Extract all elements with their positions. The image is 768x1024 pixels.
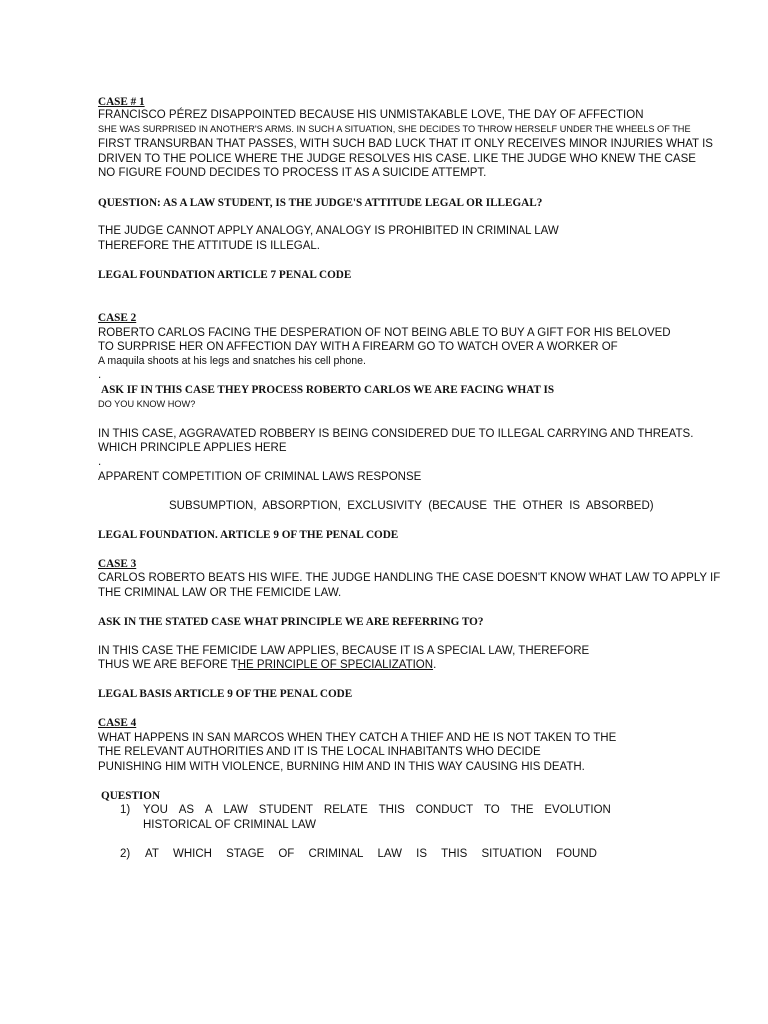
question-word: OF	[278, 848, 295, 860]
question-word: AT	[145, 848, 159, 860]
case3-answer-line: IN THIS CASE THE FEMICIDE LAW APPLIES, BECAUSE IT IS A SPECIAL LAW, THEREFORE	[98, 645, 590, 657]
question-word: IS	[416, 848, 428, 860]
question-word: CONDUCT	[415, 804, 474, 816]
question-2-text	[145, 849, 597, 861]
case4-line: THE RELEVANT AUTHORITIES AND IT IS THE LOCAL INHABITANTS WHO DECIDE	[98, 746, 541, 758]
question-word: LAW	[377, 848, 403, 860]
question-word: CRIMINAL	[308, 848, 364, 860]
question-1-text	[143, 805, 611, 817]
case1-line: SHE WAS SURPRISED IN ANOTHER'S ARMS. IN SUCH A SITUATION, SHE DECIDES TO THROW HERSELF UNDER THE WHEELS OF THE	[98, 124, 691, 134]
case2-response: APPARENT COMPETITION OF CRIMINAL LAWS RESPONSE	[98, 471, 422, 483]
case4-line: WHAT HAPPENS IN SAN MARCOS WHEN THEY CATCH A THIEF AND HE IS NOT TAKEN TO THE	[98, 732, 617, 744]
question-word: FOUND	[556, 848, 597, 860]
case2-foundation: LEGAL FOUNDATION. ARTICLE 9 OF THE PENAL CODE	[98, 529, 399, 541]
question-word: SITUATION	[481, 848, 542, 860]
question-word: LAW	[223, 804, 248, 816]
case2-answer-line: WHICH PRINCIPLE APPLIES HERE	[98, 442, 287, 454]
case1-question: QUESTION: AS A LAW STUDENT, IS THE JUDGE'S ATTITUDE LEGAL OR ILLEGAL?	[98, 197, 543, 209]
case3-answer-line	[98, 660, 436, 672]
case3-foundation: LEGAL BASIS ARTICLE 9 OF THE PENAL CODE	[98, 688, 353, 700]
question-word: THIS	[441, 848, 468, 860]
case2-heading: CASE 2	[98, 312, 137, 324]
case1-line: NO FIGURE FOUND DECIDES TO PROCESS IT AS A SUICIDE ATTEMPT.	[98, 167, 487, 179]
principle-of-specialization: HE PRINCIPLE OF SPECIALIZATION	[237, 659, 434, 671]
case2-line: TO SURPRISE HER ON AFFECTION DAY WITH A FIREARM GO TO WATCH OVER A WORKER OF	[98, 341, 618, 353]
case1-answer-line: THE JUDGE CANNOT APPLY ANALOGY, ANALOGY IS PROHIBITED IN CRIMINAL LAW	[98, 225, 559, 237]
question-word: WHICH	[172, 848, 212, 860]
case4-heading: CASE 4	[98, 717, 137, 729]
case4-question-label: QUESTION	[101, 790, 161, 802]
question-word: YOU	[143, 804, 168, 816]
question-word: THE	[510, 804, 534, 816]
question-1-number: 1)	[120, 804, 131, 816]
case2-principles: SUBSUMPTION, ABSORPTION, EXCLUSIVITY (BECAUSE THE OTHER IS ABSORBED)	[169, 500, 654, 512]
case1-line: DRIVEN TO THE POLICE WHERE THE JUDGE RESOLVES HIS CASE. LIKE THE JUDGE WHO KNEW THE CASE	[98, 153, 696, 165]
case2-line: ROBERTO CARLOS FACING THE DESPERATION OF NOT BEING ABLE TO BUY A GIFT FOR HIS BELOVED	[98, 327, 671, 339]
case2-dot: .	[98, 456, 102, 468]
case4-line: PUNISHING HIM WITH VIOLENCE, BURNING HIM AND IN THIS WAY CAUSING HIS DEATH.	[98, 761, 585, 773]
question-word: AS	[178, 804, 195, 816]
question-word: TO	[483, 804, 500, 816]
case2-ask-cont: DO YOU KNOW HOW?	[98, 399, 196, 409]
case3-line: THE CRIMINAL LAW OR THE FEMICIDE LAW.	[98, 587, 342, 599]
question-word: RELATE	[323, 804, 368, 816]
question-word: STUDENT	[258, 804, 314, 816]
case1-foundation: LEGAL FOUNDATION ARTICLE 7 PENAL CODE	[98, 269, 352, 281]
case1-answer-line: THEREFORE THE ATTITUDE IS ILLEGAL.	[98, 240, 320, 252]
case3-heading: CASE 3	[98, 558, 137, 570]
case3-answer-pre: THUS WE ARE BEFORE T	[98, 659, 238, 671]
case1-line: FRANCISCO PÉREZ DISAPPOINTED BECAUSE HIS UNMISTAKABLE LOVE, THE DAY OF AFFECTION	[98, 109, 644, 121]
case1-line: FIRST TRANSURBAN THAT PASSES, WITH SUCH BAD LUCK THAT IT ONLY RECEIVES MINOR INJURIES WHAT IS	[98, 138, 713, 150]
question-2-number: 2)	[120, 848, 131, 860]
question-word: EVOLUTION	[544, 804, 611, 816]
question-1-cont: HISTORICAL OF CRIMINAL LAW	[143, 819, 316, 831]
question-word: A	[204, 804, 213, 816]
case2-ask: ASK IF IN THIS CASE THEY PROCESS ROBERTO CARLOS WE ARE FACING WHAT IS	[101, 384, 555, 396]
case3-ask: ASK IN THE STATED CASE WHAT PRINCIPLE WE ARE REFERRING TO?	[98, 616, 484, 628]
case1-heading: CASE # 1	[98, 96, 145, 108]
case2-answer-line: IN THIS CASE, AGGRAVATED ROBBERY IS BEING CONSIDERED DUE TO ILLEGAL CARRYING AND THREATS.	[98, 428, 694, 440]
case2-dot: .	[98, 369, 102, 381]
case3-line: CARLOS ROBERTO BEATS HIS WIFE. THE JUDGE HANDLING THE CASE DOESN'T KNOW WHAT LAW TO APPLY IF	[98, 572, 721, 584]
question-word: STAGE	[226, 848, 265, 860]
question-word: THIS	[378, 804, 405, 816]
case2-line: A maquila shoots at his legs and snatches his cell phone.	[98, 355, 366, 367]
case3-answer-post: .	[433, 659, 437, 671]
